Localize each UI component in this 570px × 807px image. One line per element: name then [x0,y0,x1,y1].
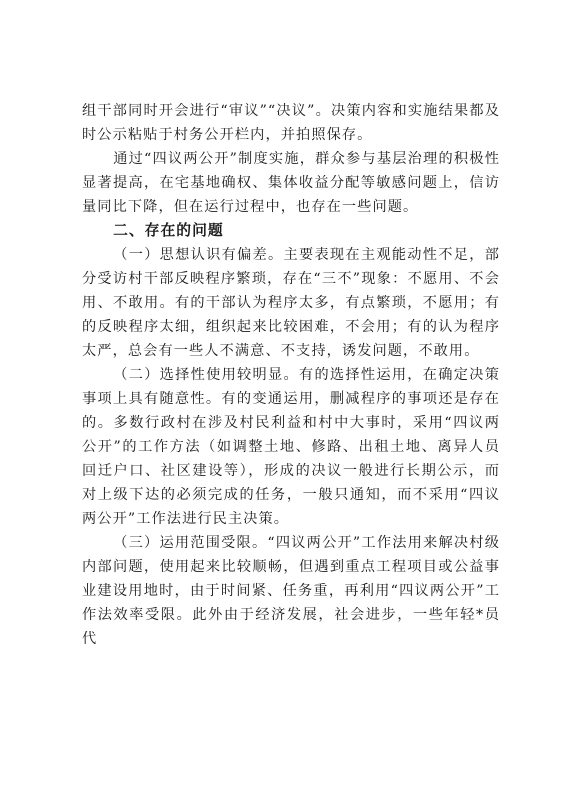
paragraph-issue-2: （二）选择性使用较明显。有的选择性运用，在确定决策事项上具有随意性。有的变通运用，删减程序的事项还是存在的。多数行政村在涉及村民利益和村中大事时，采用“四议两公开”的工作方法（如调整土地、修路、出租土地、离异人员回迁户口、社区建设等），形成的决议一般进行长期公示，而对上级下达的必须完成的任务，一般只通知，而不采用“四议两公开”工作法进行民主决策。 [82,367,500,527]
paragraph-implementation-results: 通过“四议两公开”制度实施，群众参与基层治理的积极性显著提高，在宅基地确权、集体收益分配等敏感问题上，信访量同比下降，但在运行过程中，也存在一些问题。 [82,151,500,215]
document-body [82,99,500,651]
section-heading: 二、存在的问题 [113,222,224,239]
paragraph-decision-publicity: 组干部同时开会进行“审议”“决议”。决策内容和实施结果都及时公示粘贴于村务公开栏内，并拍照保存。 [82,103,500,143]
paragraph-issue-3: （三）运用范围受限。“四议两公开”工作法用来解决村级内部问题，使用起来比较顺畅，但遇到重点工程项目或公益事业建设用地时，由于时间紧、任务重，再利用“四议两公开”工作法效率受限。此外由于经济发展，社会进步，一些年轻*员代 [82,535,500,647]
paragraph-issue-1: （一）思想认识有偏差。主要表现在主观能动性不足，部分受访村干部反映程序繁琐，存在“三不”现象：不愿用、不会用、不敢用。有的干部认为程序太多，有点繁琐，不愿用；有的反映程序太细，组织起来比较困难，不会用；有的认为程序太严，总会有一些人不满意、不支持，诱发问题，不敢用。 [82,247,500,359]
